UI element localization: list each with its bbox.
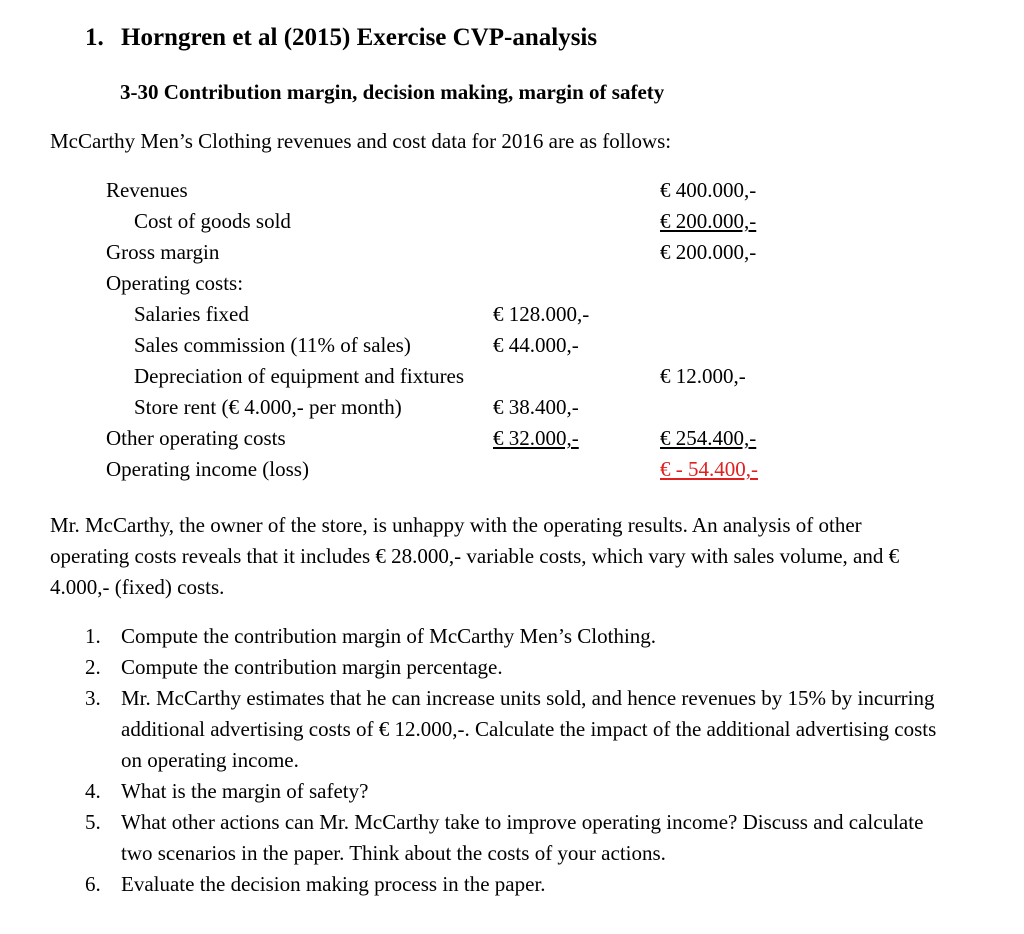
row-total: € 200.000,- (660, 240, 757, 264)
row-label: Salaries fixed (134, 302, 249, 326)
list-item (0, 652, 951, 683)
row-total-negative: € - 54.400,- (660, 457, 758, 481)
question-number: 6. (85, 872, 101, 896)
row-label: Depreciation of equipment and fixtures (134, 364, 465, 388)
question-number: 5. (85, 810, 101, 834)
row-label: Operating income (loss) (106, 457, 309, 481)
row-label: Operating costs: (106, 271, 244, 295)
statement-row-revenues (0, 178, 1024, 209)
row-amount: € 32.000,- (493, 426, 579, 450)
statement-row-depreciation (0, 364, 1024, 395)
statement-row-operating-income (0, 457, 1024, 488)
row-label: Store rent (€ 4.000,- per month) (134, 395, 402, 419)
question-text: What other actions can Mr. McCarthy take to improve operating income? Discuss and calculate two scenarios in the paper. Think about the costs of your actions. (121, 810, 924, 865)
statement-row-salaries (0, 302, 1024, 333)
question-list (0, 621, 1024, 900)
question-text: Evaluate the decision making process in the paper. (121, 872, 546, 896)
row-total: € 400.000,- (660, 178, 757, 202)
question-text: Mr. McCarthy estimates that he can increase units sold, and hence revenues by 15% by incurring additional advertising costs of € 12.000,-. Calculate the impact of the additional advertising costs on operating income. (121, 686, 937, 772)
question-number: 4. (85, 779, 101, 803)
question-text: Compute the contribution margin of McCarthy Men’s Clothing. (121, 624, 657, 648)
list-item (0, 621, 951, 652)
statement-row-other (0, 426, 1024, 457)
statement-row-cogs (0, 209, 1024, 240)
row-label: Sales commission (11% of sales) (134, 333, 411, 357)
question-number: 1. (85, 624, 101, 648)
exercise-subtitle: 3-30 Contribution margin, decision making, margin of safety (120, 80, 665, 104)
row-total: € 254.400,- (660, 426, 757, 450)
analysis-paragraph: Mr. McCarthy, the owner of the store, is unhappy with the operating results. An analysis of other operating costs reveals that it includes € 28.000,- variable costs, which vary with sales volume, and € 4.000,- (fixed) costs. (50, 513, 900, 599)
question-number: 3. (85, 686, 101, 710)
exercise-title-text: Horngren et al (2015) Exercise CVP-analysis (121, 24, 598, 51)
row-label: Revenues (106, 178, 188, 202)
row-amount: € 128.000,- (493, 302, 590, 326)
row-total: € 12.000,- (660, 364, 746, 388)
question-text: What is the margin of safety? (121, 779, 369, 803)
exercise-title (85, 24, 597, 52)
row-label: Gross margin (106, 240, 220, 264)
list-item (0, 807, 951, 869)
row-label: Other operating costs (106, 426, 286, 450)
question-number: 2. (85, 655, 101, 679)
row-amount: € 38.400,- (493, 395, 579, 419)
statement-row-gross-margin (0, 240, 1024, 271)
intro-text: McCarthy Men’s Clothing revenues and cost data for 2016 are as follows: (50, 129, 672, 153)
list-item (0, 776, 951, 807)
statement-row-rent (0, 395, 1024, 426)
row-label: Cost of goods sold (134, 209, 291, 233)
row-total: € 200.000,- (660, 209, 757, 233)
list-item (0, 869, 951, 900)
question-text: Compute the contribution margin percentage. (121, 655, 503, 679)
exercise-number: 1. (85, 24, 104, 51)
statement-row-operating-costs (0, 271, 1024, 302)
list-item (0, 683, 951, 776)
statement-row-commission (0, 333, 1024, 364)
row-amount: € 44.000,- (493, 333, 579, 357)
